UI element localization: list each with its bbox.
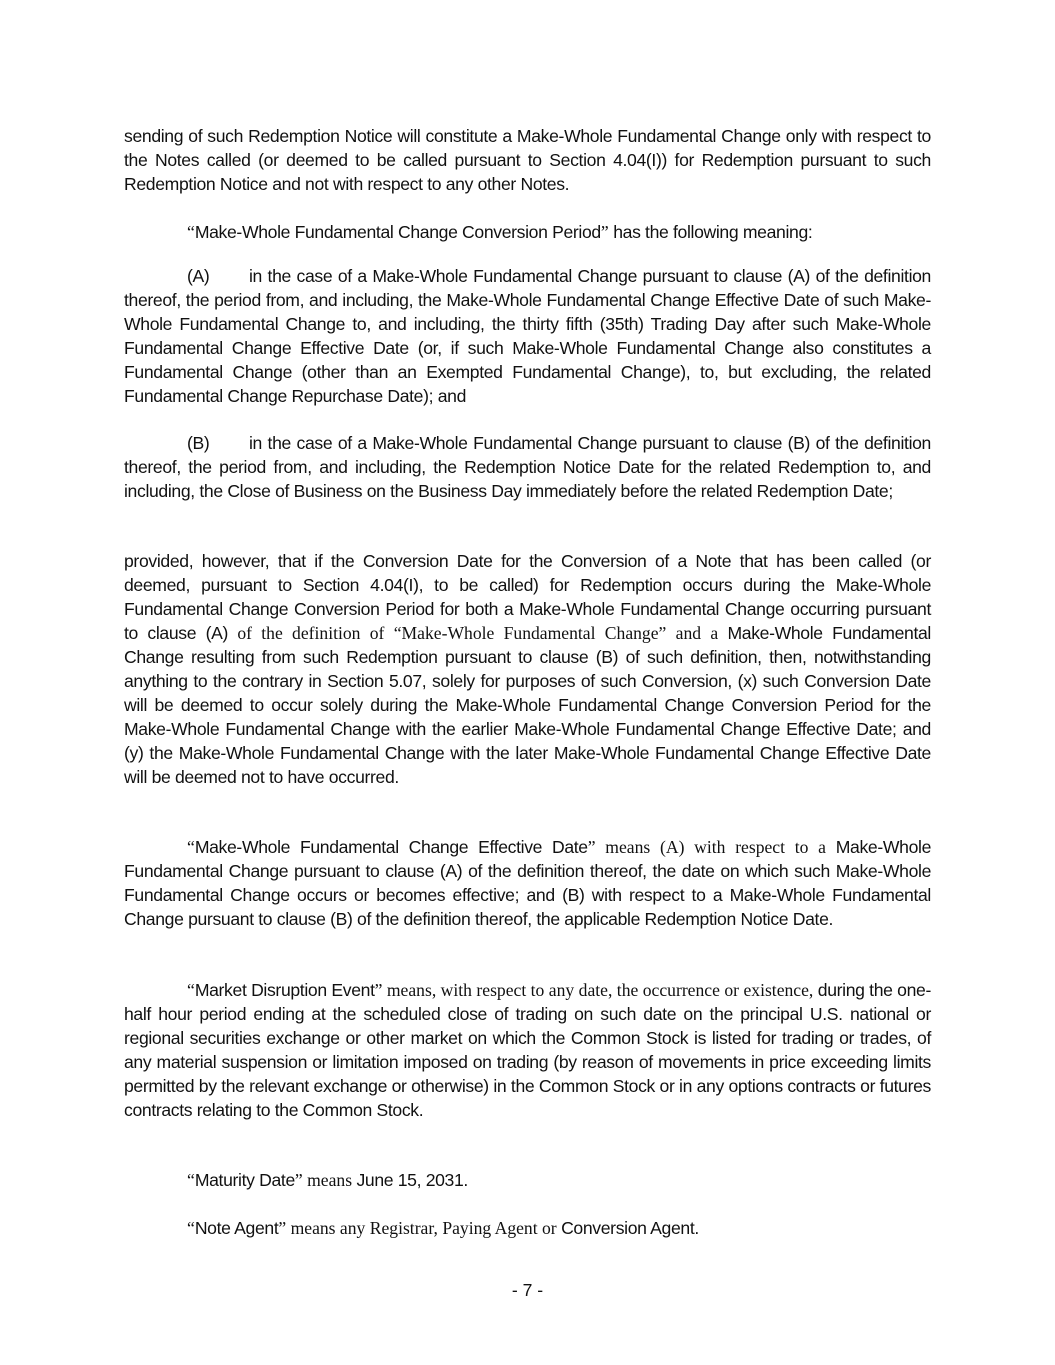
close-quote: ” xyxy=(600,222,609,242)
proviso-paragraph xyxy=(124,549,931,789)
defined-term: Market Disruption Event xyxy=(194,980,375,1000)
close-quote: ” xyxy=(587,837,596,857)
clause-label: (A) xyxy=(187,266,210,286)
definition-text: Conversion Agent. xyxy=(561,1218,699,1238)
clause-a xyxy=(124,264,931,408)
definition-lead: means any Registrar, Paying Agent or xyxy=(286,1218,562,1238)
clause-b xyxy=(124,431,931,503)
clause-label: (B) xyxy=(187,433,210,453)
definition-lead: means, with respect to any date, the occurrence or existence, xyxy=(382,980,818,1000)
open-quote: “ xyxy=(187,980,195,1000)
open-quote: “ xyxy=(187,1170,195,1190)
proviso-text-c: Make-Whole Fundamental Change resulting from such Redemption pursuant to clause (B) of such definition, then, notwithstanding anything to the contrary in Section 5.07, solely for purposes of such Conversion, (x) such Conversion Date will be deemed to occur solely during the Make-Whole Fundamental Change Conversion Period for the Make-Whole Fundamental Change with the earlier Make-Whole Fundamental Change Effective Date; and (y) the Make-Whole Fundamental Change with the later Make-Whole Fundamental Change Effective Date will be deemed not to have occurred. xyxy=(124,623,931,787)
definition-effective-date xyxy=(124,835,931,931)
close-quote: ” xyxy=(278,1218,287,1238)
open-quote: “ xyxy=(187,1218,195,1238)
close-quote: ” xyxy=(374,980,383,1000)
definition-text: during the one-half hour period ending at the scheduled close of trading on such date on the principal U.S. national or regional securities exchange or other market on which the Common Stock is listed for trading or trades, of any material suspension or limitation imposed on trading (by reason of movements in price exceeding limits permitted by the relevant exchange or otherwise) in the Common Stock or in any options contracts or futures contracts relating to the Common Stock. xyxy=(124,980,931,1120)
definition-market-disruption xyxy=(124,978,931,1122)
open-quote: “ xyxy=(187,837,195,857)
definition-lead: means xyxy=(302,1170,357,1190)
paragraph-continuation: sending of such Redemption Notice will constitute a Make-Whole Fundamental Change only with respect to the Notes called (or deemed to be called pursuant to Section 4.04(I)) for Redemption pursuant to such Redemption Notice and not with respect to any other Notes. xyxy=(124,126,931,194)
defined-term: Make-Whole Fundamental Change Effective Date xyxy=(194,837,588,857)
definition-text: Make-Whole Fundamental Change pursuant to clause (A) of the definition thereof, the date on which such Make-Whole Fundamental Change occurs or becomes effective; and (B) with respect to a Make-Whole Fundamental Change pursuant to clause (B) of the definition thereof, the applicable Redemption Notice Date. xyxy=(124,837,932,929)
defined-term: Make-Whole Fundamental Change Conversion Period xyxy=(194,222,601,242)
defined-term: Note Agent xyxy=(194,1218,279,1238)
page-number: - 7 - xyxy=(511,1280,544,1300)
clause-text: in the case of a Make-Whole Fundamental Change pursuant to clause (A) of the definition thereof, the period from, and including, the Make-Whole Fundamental Change Effective Date of such Make-Whole Fundamental Change to, and including, the thirty fifth (35th) Trading Day after such Make-Whole Fundamental Change Effective Date (or, if such Make-Whole Fundamental Change also constitutes a Fundamental Change (other than an Exempted Fundamental Change), to, but excluding, the related Fundamental Change Repurchase Date); and xyxy=(124,266,931,406)
proviso-text-b: of the definition of “Make-Whole Fundamental Change” and a xyxy=(228,623,728,643)
open-quote: “ xyxy=(187,222,195,242)
close-quote: ” xyxy=(294,1170,303,1190)
definition-text: has the following meaning: xyxy=(608,222,813,242)
definition-text: June 15, 2031. xyxy=(356,1170,468,1190)
definition-maturity-date xyxy=(124,1168,931,1192)
definition-lead: means (A) with respect to a xyxy=(595,837,836,857)
defined-term: Maturity Date xyxy=(194,1170,295,1190)
proviso-text-a: provided, however, that if the Conversion Date for the Conversion of a Note that has been called (or deemed, pursuant to Section 4.04(I), to be called) for Redemption occurs during the Make-Whole Fundamental Change Conversion Period for both a Make-Whole Fundamental Change occurring pursuant to clause (A) xyxy=(124,551,931,643)
definition-note-agent xyxy=(124,1216,931,1240)
clause-text: in the case of a Make-Whole Fundamental Change pursuant to clause (B) of the definition thereof, the period from, and including, the Redemption Notice Date for the related Redemption to, and including, the Close of Business on the Business Day immediately before the related Redemption Date; xyxy=(124,433,931,501)
definition-conversion-period xyxy=(124,220,931,244)
